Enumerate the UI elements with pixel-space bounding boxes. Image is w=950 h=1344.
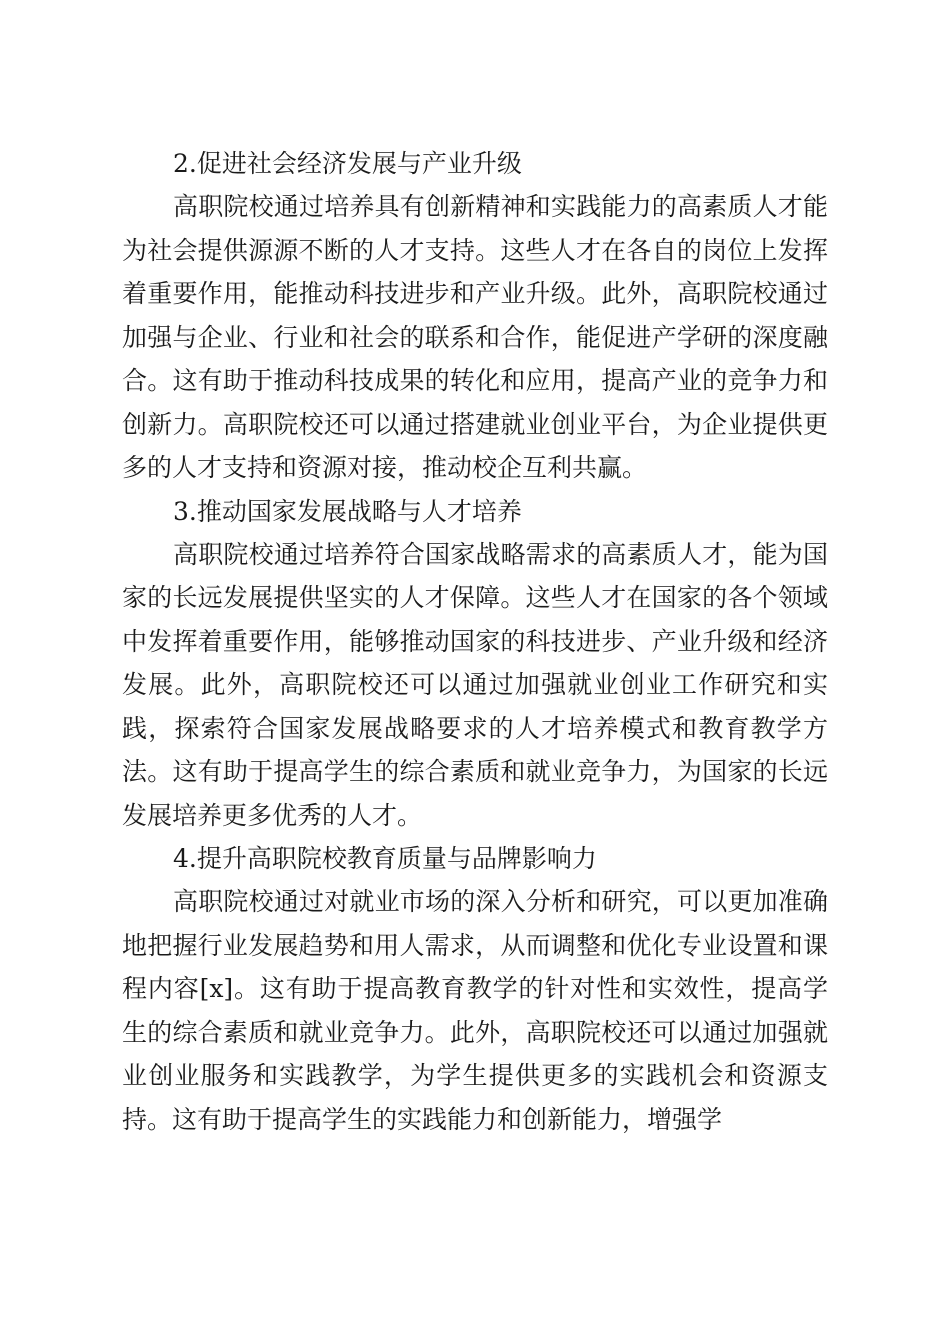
section-paragraph-4: 高职院校通过对就业市场的深入分析和研究，可以更加准确地把握行业发展趋势和用人需求，从而调整和优化专业设置和课程内容[x]。这有助于提高教育教学的针对性和实效性，提高学生的综合素质和就业竞争力。此外，高职院校还可以通过加强就业创业服务和实践教学，为学生提供更多的实践机会和资源支持。这有助于提高学生的实践能力和创新能力，增强学 [122,887,828,1134]
section-heading-4: 4.提升高职院校教育质量与品牌影响力 [173,844,597,873]
section-paragraph-3: 高职院校通过培养符合国家战略需求的高素质人才，能为国家的长远发展提供坚实的人才保障。这些人才在国家的各个领域中发挥着重要作用，能够推动国家的科技进步、产业升级和经济发展。此外，高职院校还可以通过加强就业创业工作研究和实践，探索符合国家发展战略要求的人才培养模式和教育教学方法。这有助于提高学生的综合素质和就业竞争力，为国家的长远发展培养更多优秀的人才。 [122,539,828,830]
section-heading-2: 2.促进社会经济发展与产业升级 [173,149,522,178]
document-body [122,142,828,1141]
section-heading-3: 3.推动国家发展战略与人才培养 [173,496,522,526]
section-paragraph-2: 高职院校通过培养具有创新精神和实践能力的高素质人才能为社会提供源源不断的人才支持。这些人才在各自的岗位上发挥着重要作用，能推动科技进步和产业升级。此外，高职院校通过加强与企业、行业和社会的联系和合作，能促进产学研的深度融合。这有助于推动科技成果的转化和应用，提高产业的竞争力和创新力。高职院校还可以通过搭建就业创业平台，为企业提供更多的人才支持和资源对接，推动校企互利共赢。 [122,192,828,482]
